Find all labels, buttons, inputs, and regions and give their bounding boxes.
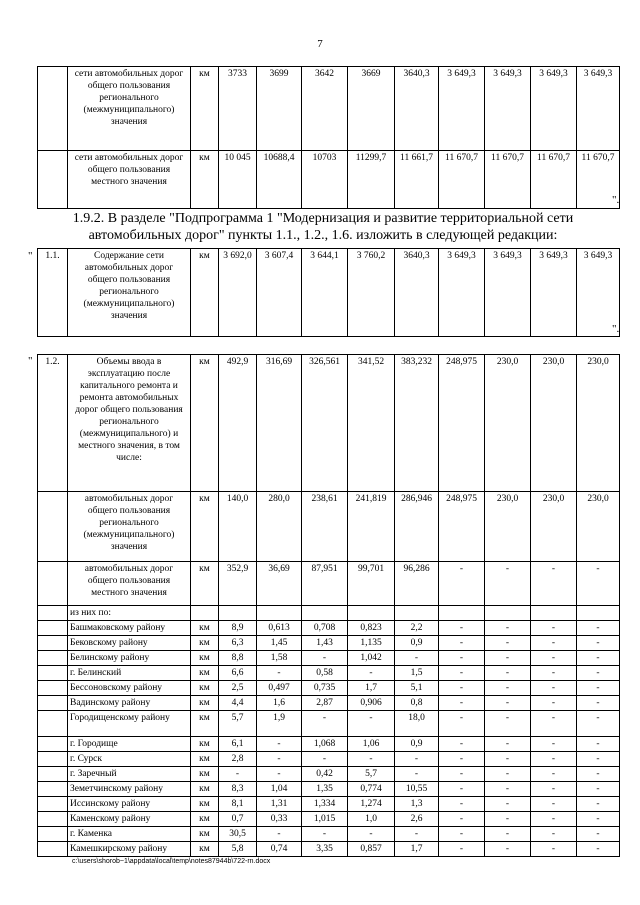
value-cell: 2,2 (395, 621, 439, 636)
value-cell: - (395, 767, 439, 782)
value-cell: 3 649,3 (439, 67, 485, 151)
value-cell: - (577, 767, 620, 782)
value-cell: - (439, 636, 485, 651)
value-cell: - (439, 621, 485, 636)
value-cell: - (257, 767, 302, 782)
value-cell: - (439, 737, 485, 752)
empty-cell (348, 606, 395, 621)
open-quote-1-2: " (28, 355, 33, 367)
row-name: сети автомобильных дорог общего пользования местного значения (68, 151, 191, 209)
value-cell: - (485, 782, 531, 797)
row-unit: км (191, 151, 219, 209)
row-name: г. Заречный (68, 767, 191, 782)
row-num: 1.2. (38, 355, 68, 492)
row-unit: км (191, 827, 219, 842)
row-name: Иссинскому району (68, 797, 191, 812)
table-row (38, 492, 620, 562)
value-cell: 5,8 (219, 842, 257, 857)
value-cell: - (485, 797, 531, 812)
value-cell: - (302, 827, 348, 842)
value-cell: 230,0 (577, 355, 620, 492)
value-cell: 316,69 (257, 355, 302, 492)
value-cell: 5,7 (219, 711, 257, 737)
value-cell: - (577, 621, 620, 636)
row-unit: км (191, 812, 219, 827)
value-cell: - (577, 651, 620, 666)
row-num (38, 651, 68, 666)
value-cell: 3733 (219, 67, 257, 151)
table-row (38, 67, 620, 151)
value-cell: - (395, 752, 439, 767)
value-cell: 11 670,7 (531, 151, 577, 209)
value-cell: 0,497 (257, 681, 302, 696)
empty-cell (38, 151, 68, 209)
value-cell: 1,015 (302, 812, 348, 827)
value-cell: - (485, 767, 531, 782)
empty-cell (219, 606, 257, 621)
value-cell: 1,0 (348, 812, 395, 827)
value-cell: 230,0 (485, 492, 531, 562)
value-cell: - (531, 737, 577, 752)
value-cell: 3 649,3 (531, 67, 577, 151)
value-cell: - (485, 681, 531, 696)
value-cell: - (395, 827, 439, 842)
row-name: Бессоновскому району (68, 681, 191, 696)
row-name: Содержание сети автомобильных дорог общего пользования регионального (межмуниципального) значения (68, 249, 191, 337)
close-quote-top: ". (612, 194, 620, 206)
value-cell: - (257, 666, 302, 681)
value-cell: - (485, 711, 531, 737)
empty-cell (395, 606, 439, 621)
value-cell: - (348, 752, 395, 767)
table-row (38, 842, 620, 857)
value-cell: 3669 (348, 67, 395, 151)
row-num (38, 782, 68, 797)
row-name: г. Сурск (68, 752, 191, 767)
value-cell: - (531, 711, 577, 737)
empty-cell (302, 606, 348, 621)
value-cell: 8,9 (219, 621, 257, 636)
value-cell: 1,35 (302, 782, 348, 797)
value-cell: 230,0 (577, 492, 620, 562)
value-cell: 140,0 (219, 492, 257, 562)
value-cell: - (257, 737, 302, 752)
table-row (38, 151, 620, 209)
value-cell: 11 670,7 (485, 151, 531, 209)
row-num (38, 842, 68, 857)
value-cell: 99,701 (348, 562, 395, 606)
value-cell: 0,74 (257, 842, 302, 857)
row-num (38, 562, 68, 606)
value-cell: 230,0 (485, 355, 531, 492)
row-name: Городищенскому району (68, 711, 191, 737)
value-cell: - (577, 752, 620, 767)
row-name: Башмаковскому району (68, 621, 191, 636)
row-unit: км (191, 67, 219, 151)
value-cell: 5,1 (395, 681, 439, 696)
value-cell: 1,3 (395, 797, 439, 812)
value-cell: 3,35 (302, 842, 348, 857)
value-cell: - (348, 827, 395, 842)
table-row (38, 562, 620, 606)
row-unit: км (191, 711, 219, 737)
row-num (38, 681, 68, 696)
value-cell: - (531, 842, 577, 857)
value-cell: 0,774 (348, 782, 395, 797)
value-cell: - (531, 797, 577, 812)
empty-cell (439, 606, 485, 621)
row-unit: км (191, 696, 219, 711)
empty-cell (257, 606, 302, 621)
page-number: 7 (317, 38, 323, 50)
table-row (38, 696, 620, 711)
value-cell: 2,5 (219, 681, 257, 696)
table-row (38, 651, 620, 666)
value-cell: - (531, 636, 577, 651)
value-cell: 1,5 (395, 666, 439, 681)
value-cell: - (577, 797, 620, 812)
row-num (38, 797, 68, 812)
value-cell: 10703 (302, 151, 348, 209)
row-num (38, 767, 68, 782)
value-cell: 352,9 (219, 562, 257, 606)
row-unit: км (191, 621, 219, 636)
value-cell: - (302, 711, 348, 737)
row-unit: км (191, 782, 219, 797)
row-num (38, 827, 68, 842)
row-unit: км (191, 636, 219, 651)
section-heading: 1.9.2. В разделе "Подпрограмма 1 "Модернизация и развитие территориальной сети автомобильных дорог" пункты 1.1., 1.2., 1.6. изложить в следующей редакции: (72, 211, 574, 243)
value-cell: - (302, 752, 348, 767)
table-row (38, 355, 620, 492)
value-cell: 8,1 (219, 797, 257, 812)
table-row (38, 752, 620, 767)
value-cell: 3642 (302, 67, 348, 151)
close-quote-1-1: ". (612, 323, 620, 335)
row-name: Каменскому району (68, 812, 191, 827)
value-cell: 10 045 (219, 151, 257, 209)
value-cell: 30,5 (219, 827, 257, 842)
value-cell: - (577, 666, 620, 681)
value-cell: 4,4 (219, 696, 257, 711)
row-name: Земетчинскому району (68, 782, 191, 797)
table-row (38, 797, 620, 812)
value-cell: 3699 (257, 67, 302, 151)
value-cell: 248,975 (439, 492, 485, 562)
value-cell: - (577, 562, 620, 606)
table-row (38, 767, 620, 782)
value-cell: 286,946 (395, 492, 439, 562)
row-unit: км (191, 562, 219, 606)
value-cell: 1,042 (348, 651, 395, 666)
value-cell: 96,286 (395, 562, 439, 606)
value-cell: - (439, 681, 485, 696)
table-row (38, 782, 620, 797)
value-cell: 0,42 (302, 767, 348, 782)
value-cell: - (439, 651, 485, 666)
value-cell: - (439, 752, 485, 767)
value-cell: - (531, 782, 577, 797)
value-cell: 0,9 (395, 636, 439, 651)
empty-cell (531, 606, 577, 621)
value-cell: - (485, 666, 531, 681)
value-cell: 87,951 (302, 562, 348, 606)
value-cell: 3 649,3 (577, 249, 620, 337)
value-cell: - (577, 842, 620, 857)
row-unit: км (191, 797, 219, 812)
top-table (37, 66, 620, 209)
value-cell: 3 649,3 (577, 67, 620, 151)
value-cell: - (531, 812, 577, 827)
value-cell: 0,906 (348, 696, 395, 711)
value-cell: 1,274 (348, 797, 395, 812)
table-row (38, 737, 620, 752)
footer-file-path: c:\users\shorob~1\appdata\local\temp\notes87944b\722-rn.docx (72, 858, 271, 865)
table-row (38, 636, 620, 651)
row-num (38, 711, 68, 737)
row-num (38, 752, 68, 767)
value-cell: 10,55 (395, 782, 439, 797)
row-num (38, 737, 68, 752)
open-quote-1-1: " (28, 250, 33, 262)
value-cell: 0,735 (302, 681, 348, 696)
value-cell: - (219, 767, 257, 782)
value-cell: 0,33 (257, 812, 302, 827)
row-name: из них по: (68, 606, 191, 621)
row-1-2-table (37, 354, 620, 857)
value-cell: 36,69 (257, 562, 302, 606)
value-cell: 241,819 (348, 492, 395, 562)
value-cell: - (577, 711, 620, 737)
row-unit (191, 606, 219, 621)
value-cell: - (439, 767, 485, 782)
row-name: Объемы ввода в эксплуатацию после капитального ремонта и ремонта автомобильных дорог общего пользования регионального (межмуниципального) и местного значения, в том числе: (68, 355, 191, 492)
value-cell: - (531, 767, 577, 782)
value-cell: - (577, 827, 620, 842)
row-num (38, 621, 68, 636)
table-row (38, 711, 620, 737)
value-cell: - (439, 782, 485, 797)
row-name: Бековскому району (68, 636, 191, 651)
value-cell: 1,45 (257, 636, 302, 651)
value-cell: - (577, 737, 620, 752)
value-cell: - (577, 681, 620, 696)
row-num: 1.1. (38, 249, 68, 337)
value-cell: - (531, 752, 577, 767)
value-cell: 11 670,7 (577, 151, 620, 209)
row-num (38, 492, 68, 562)
value-cell: 1,58 (257, 651, 302, 666)
value-cell: 3 760,2 (348, 249, 395, 337)
table-row (38, 621, 620, 636)
value-cell: 238,61 (302, 492, 348, 562)
row-num (38, 812, 68, 827)
row-unit: км (191, 737, 219, 752)
value-cell: - (485, 827, 531, 842)
value-cell: 3 649,3 (439, 249, 485, 337)
value-cell: 10688,4 (257, 151, 302, 209)
value-cell: 1,334 (302, 797, 348, 812)
value-cell: 1,7 (395, 842, 439, 857)
value-cell: 230,0 (531, 492, 577, 562)
value-cell: 18,0 (395, 711, 439, 737)
value-cell: - (531, 562, 577, 606)
value-cell: - (531, 621, 577, 636)
value-cell: 1,7 (348, 681, 395, 696)
value-cell: - (577, 782, 620, 797)
value-cell: 3 644,1 (302, 249, 348, 337)
row-name: г. Городище (68, 737, 191, 752)
value-cell: 1,06 (348, 737, 395, 752)
value-cell: 0,708 (302, 621, 348, 636)
value-cell: 3 649,3 (485, 249, 531, 337)
value-cell: 0,613 (257, 621, 302, 636)
row-name: Белинскому району (68, 651, 191, 666)
row-unit: км (191, 249, 219, 337)
value-cell: 3 649,3 (485, 67, 531, 151)
value-cell: 2,87 (302, 696, 348, 711)
value-cell: 0,58 (302, 666, 348, 681)
value-cell: 248,975 (439, 355, 485, 492)
value-cell: 1,6 (257, 696, 302, 711)
value-cell: 280,0 (257, 492, 302, 562)
value-cell: - (257, 752, 302, 767)
empty-cell (38, 67, 68, 151)
value-cell: - (485, 562, 531, 606)
value-cell: - (439, 696, 485, 711)
row-unit: км (191, 651, 219, 666)
table-row (38, 666, 620, 681)
value-cell: 0,857 (348, 842, 395, 857)
value-cell: 1,31 (257, 797, 302, 812)
value-cell: 3 649,3 (531, 249, 577, 337)
row-unit: км (191, 681, 219, 696)
value-cell: 11 670,7 (439, 151, 485, 209)
row-name: автомобильных дорог общего пользования местного значения (68, 562, 191, 606)
value-cell: 0,823 (348, 621, 395, 636)
row-name: Вадинскому району (68, 696, 191, 711)
value-cell: - (531, 696, 577, 711)
table-row (38, 812, 620, 827)
value-cell: - (439, 842, 485, 857)
value-cell: 1,43 (302, 636, 348, 651)
row-unit: км (191, 752, 219, 767)
row-unit: км (191, 355, 219, 492)
value-cell: 341,52 (348, 355, 395, 492)
row-num (38, 606, 68, 621)
value-cell: 0,8 (395, 696, 439, 711)
value-cell: - (439, 562, 485, 606)
value-cell: 326,561 (302, 355, 348, 492)
value-cell: 3640,3 (395, 249, 439, 337)
row-name: г. Каменка (68, 827, 191, 842)
value-cell: - (485, 812, 531, 827)
value-cell: 2,8 (219, 752, 257, 767)
value-cell: 3 692,0 (219, 249, 257, 337)
row-num (38, 636, 68, 651)
value-cell: 6,1 (219, 737, 257, 752)
row-num (38, 696, 68, 711)
row-unit: км (191, 666, 219, 681)
value-cell: 5,7 (348, 767, 395, 782)
value-cell: 8,3 (219, 782, 257, 797)
row-unit: км (191, 842, 219, 857)
row-unit: км (191, 767, 219, 782)
value-cell: - (485, 752, 531, 767)
value-cell: - (302, 651, 348, 666)
row-name: автомобильных дорог общего пользования регионального (межмуниципального) значения (68, 492, 191, 562)
row-unit: км (191, 492, 219, 562)
value-cell: - (485, 651, 531, 666)
value-cell: - (531, 681, 577, 696)
value-cell: - (348, 711, 395, 737)
value-cell: - (485, 737, 531, 752)
value-cell: - (348, 666, 395, 681)
empty-cell (485, 606, 531, 621)
value-cell: - (257, 827, 302, 842)
value-cell: - (439, 711, 485, 737)
row-1-1-table (37, 248, 620, 337)
value-cell: - (439, 827, 485, 842)
row-name: г. Белинский (68, 666, 191, 681)
value-cell: 11299,7 (348, 151, 395, 209)
row-name: сети автомобильных дорог общего пользования регионального (межмуниципального) значения (68, 67, 191, 151)
table-row (38, 681, 620, 696)
value-cell: 8,8 (219, 651, 257, 666)
table-row (38, 827, 620, 842)
empty-cell (577, 606, 620, 621)
value-cell: - (485, 842, 531, 857)
value-cell: - (531, 827, 577, 842)
value-cell: - (531, 651, 577, 666)
value-cell: 383,232 (395, 355, 439, 492)
value-cell: 230,0 (531, 355, 577, 492)
value-cell: 6,6 (219, 666, 257, 681)
value-cell: - (577, 696, 620, 711)
value-cell: 3 607,4 (257, 249, 302, 337)
value-cell: - (485, 636, 531, 651)
value-cell: 0,9 (395, 737, 439, 752)
table-row (38, 606, 620, 621)
value-cell: - (439, 666, 485, 681)
value-cell: 1,068 (302, 737, 348, 752)
value-cell: 492,9 (219, 355, 257, 492)
value-cell: 1,9 (257, 711, 302, 737)
value-cell: 0,7 (219, 812, 257, 827)
value-cell: - (577, 812, 620, 827)
value-cell: 6,3 (219, 636, 257, 651)
value-cell: - (577, 636, 620, 651)
value-cell: 1,135 (348, 636, 395, 651)
value-cell: - (439, 797, 485, 812)
value-cell: - (439, 812, 485, 827)
row-num (38, 666, 68, 681)
value-cell: - (485, 696, 531, 711)
table-row (38, 249, 620, 337)
value-cell: - (531, 666, 577, 681)
value-cell: - (395, 651, 439, 666)
value-cell: 2,6 (395, 812, 439, 827)
value-cell: 1,04 (257, 782, 302, 797)
row-name: Камешкирскому району (68, 842, 191, 857)
value-cell: - (485, 621, 531, 636)
value-cell: 11 661,7 (395, 151, 439, 209)
value-cell: 3640,3 (395, 67, 439, 151)
